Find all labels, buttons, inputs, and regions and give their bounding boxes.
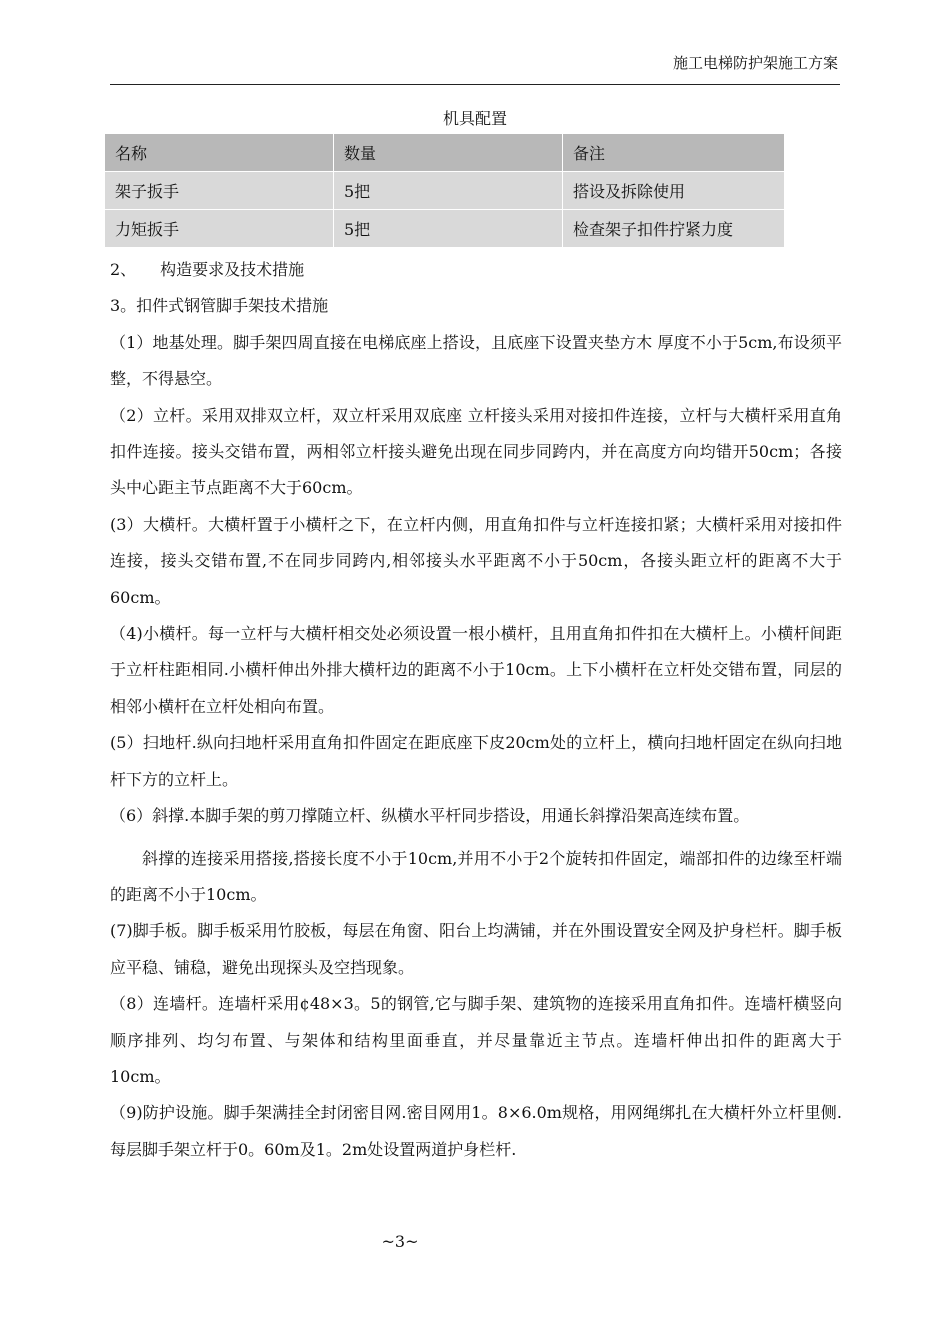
table-cell: 架子扳手	[105, 172, 334, 210]
equipment-table	[104, 133, 785, 248]
paragraph-sweeping-rod: (5）扫地杆.纵向扫地杆采用直角扣件固定在距底座下皮20cm处的立杆上，横向扫地杆固定在纵向扫地杆下方的立杆上。	[110, 733, 842, 789]
table-header-cell: 数量	[334, 134, 563, 172]
table-cell: 力矩扳手	[105, 210, 334, 248]
table-header-cell: 备注	[563, 134, 785, 172]
table-header-row	[105, 134, 785, 172]
table-cell: 搭设及拆除使用	[563, 172, 785, 210]
page-number: ~3~	[381, 1232, 419, 1251]
subsection-heading: 3。扣件式钢管脚手架技术措施	[110, 296, 329, 316]
paragraph-wall-tie: （8）连墙杆。连墙杆采用¢48×3。5的钢管,它与脚手架、建筑物的连接采用直角扣件。连墙杆横竖向顺序排列、均匀布置、与架体和结构里面垂直，并尽量靠近主节点。连墙杆伸出扣件的距离大于10cm。	[110, 994, 842, 1086]
table-cell: 检查架子扣件拧紧力度	[563, 210, 785, 248]
table-caption: 机具配置	[442, 109, 507, 128]
section-heading: 2、 构造要求及技术措施	[110, 260, 305, 279]
paragraph-scaffold-board: (7)脚手板。脚手板采用竹胶板，每层在角窗、阳台上均满铺，并在外围设置安全网及护身栏杆。脚手板应平稳、铺稳，避免出现探头及空挡现象。	[110, 921, 842, 977]
page-header-title: 施工电梯防护架施工方案	[672, 54, 838, 72]
paragraph-large-crossbar: (3）大横杆。大横杆置于小横杆之下，在立杆内侧，用直角扣件与立杆连接扣紧；大横杆采用对接扣件连接，接头交错布置,不在同步同跨内,相邻接头水平距离不小于50cm，各接头距立杆的距离不大于60cm。	[110, 514, 842, 607]
table-cell: 5把	[334, 210, 563, 248]
table-header-cell: 名称	[105, 134, 334, 172]
paragraph-small-crossbar: （4)小横杆。每一立杆与大横杆相交处必须设置一根小横杆，且用直角扣件扣在大横杆上。小横杆间距于立杆柱距相同.小横杆伸出外排大横杆边的距离不小于10cm。上下小横杆在立杆处交错布置，同层的相邻小横杆在立杆处相向布置。	[110, 624, 842, 716]
paragraph-foundation: （1）地基处理。脚手架四周直接在电梯底座上搭设，且底座下设置夹垫方木 厚度不小于5cm,布设须平整，不得悬空。	[110, 332, 842, 389]
table-row	[105, 210, 785, 248]
document-body	[110, 252, 842, 1168]
paragraph-brace-connection: 斜撑的连接采用搭接,搭接长度不小于10cm,并用不小于2个旋转扣件固定，端部扣件的边缘至杆端的距离不小于10cm。	[110, 848, 842, 904]
header-divider	[110, 84, 840, 85]
table-cell: 5把	[334, 172, 563, 210]
paragraph-protection: （9)防护设施。脚手架满挂全封闭密目网.密目网用1。8×6.0m规格，用网绳绑扎在大横杆外立杆里侧.每层脚手架立杆于0。60m及1。2m处设置两道护身栏杆.	[110, 1103, 842, 1159]
paragraph-uprights: （2）立杆。采用双排双立杆，双立杆采用双底座 立杆接头采用对接扣件连接，立杆与大横杆采用直角扣件连接。接头交错布置，两相邻立杆接头避免出现在同步同跨内，并在高度方向均错开50cm；各接头中心距主节点距离不大于60cm。	[110, 405, 842, 498]
table-row	[105, 172, 785, 210]
paragraph-diagonal-brace: （6）斜撑.本脚手架的剪刀撑随立杆、纵横水平杆同步搭设，用通长斜撑沿架高连续布置。	[110, 806, 750, 826]
